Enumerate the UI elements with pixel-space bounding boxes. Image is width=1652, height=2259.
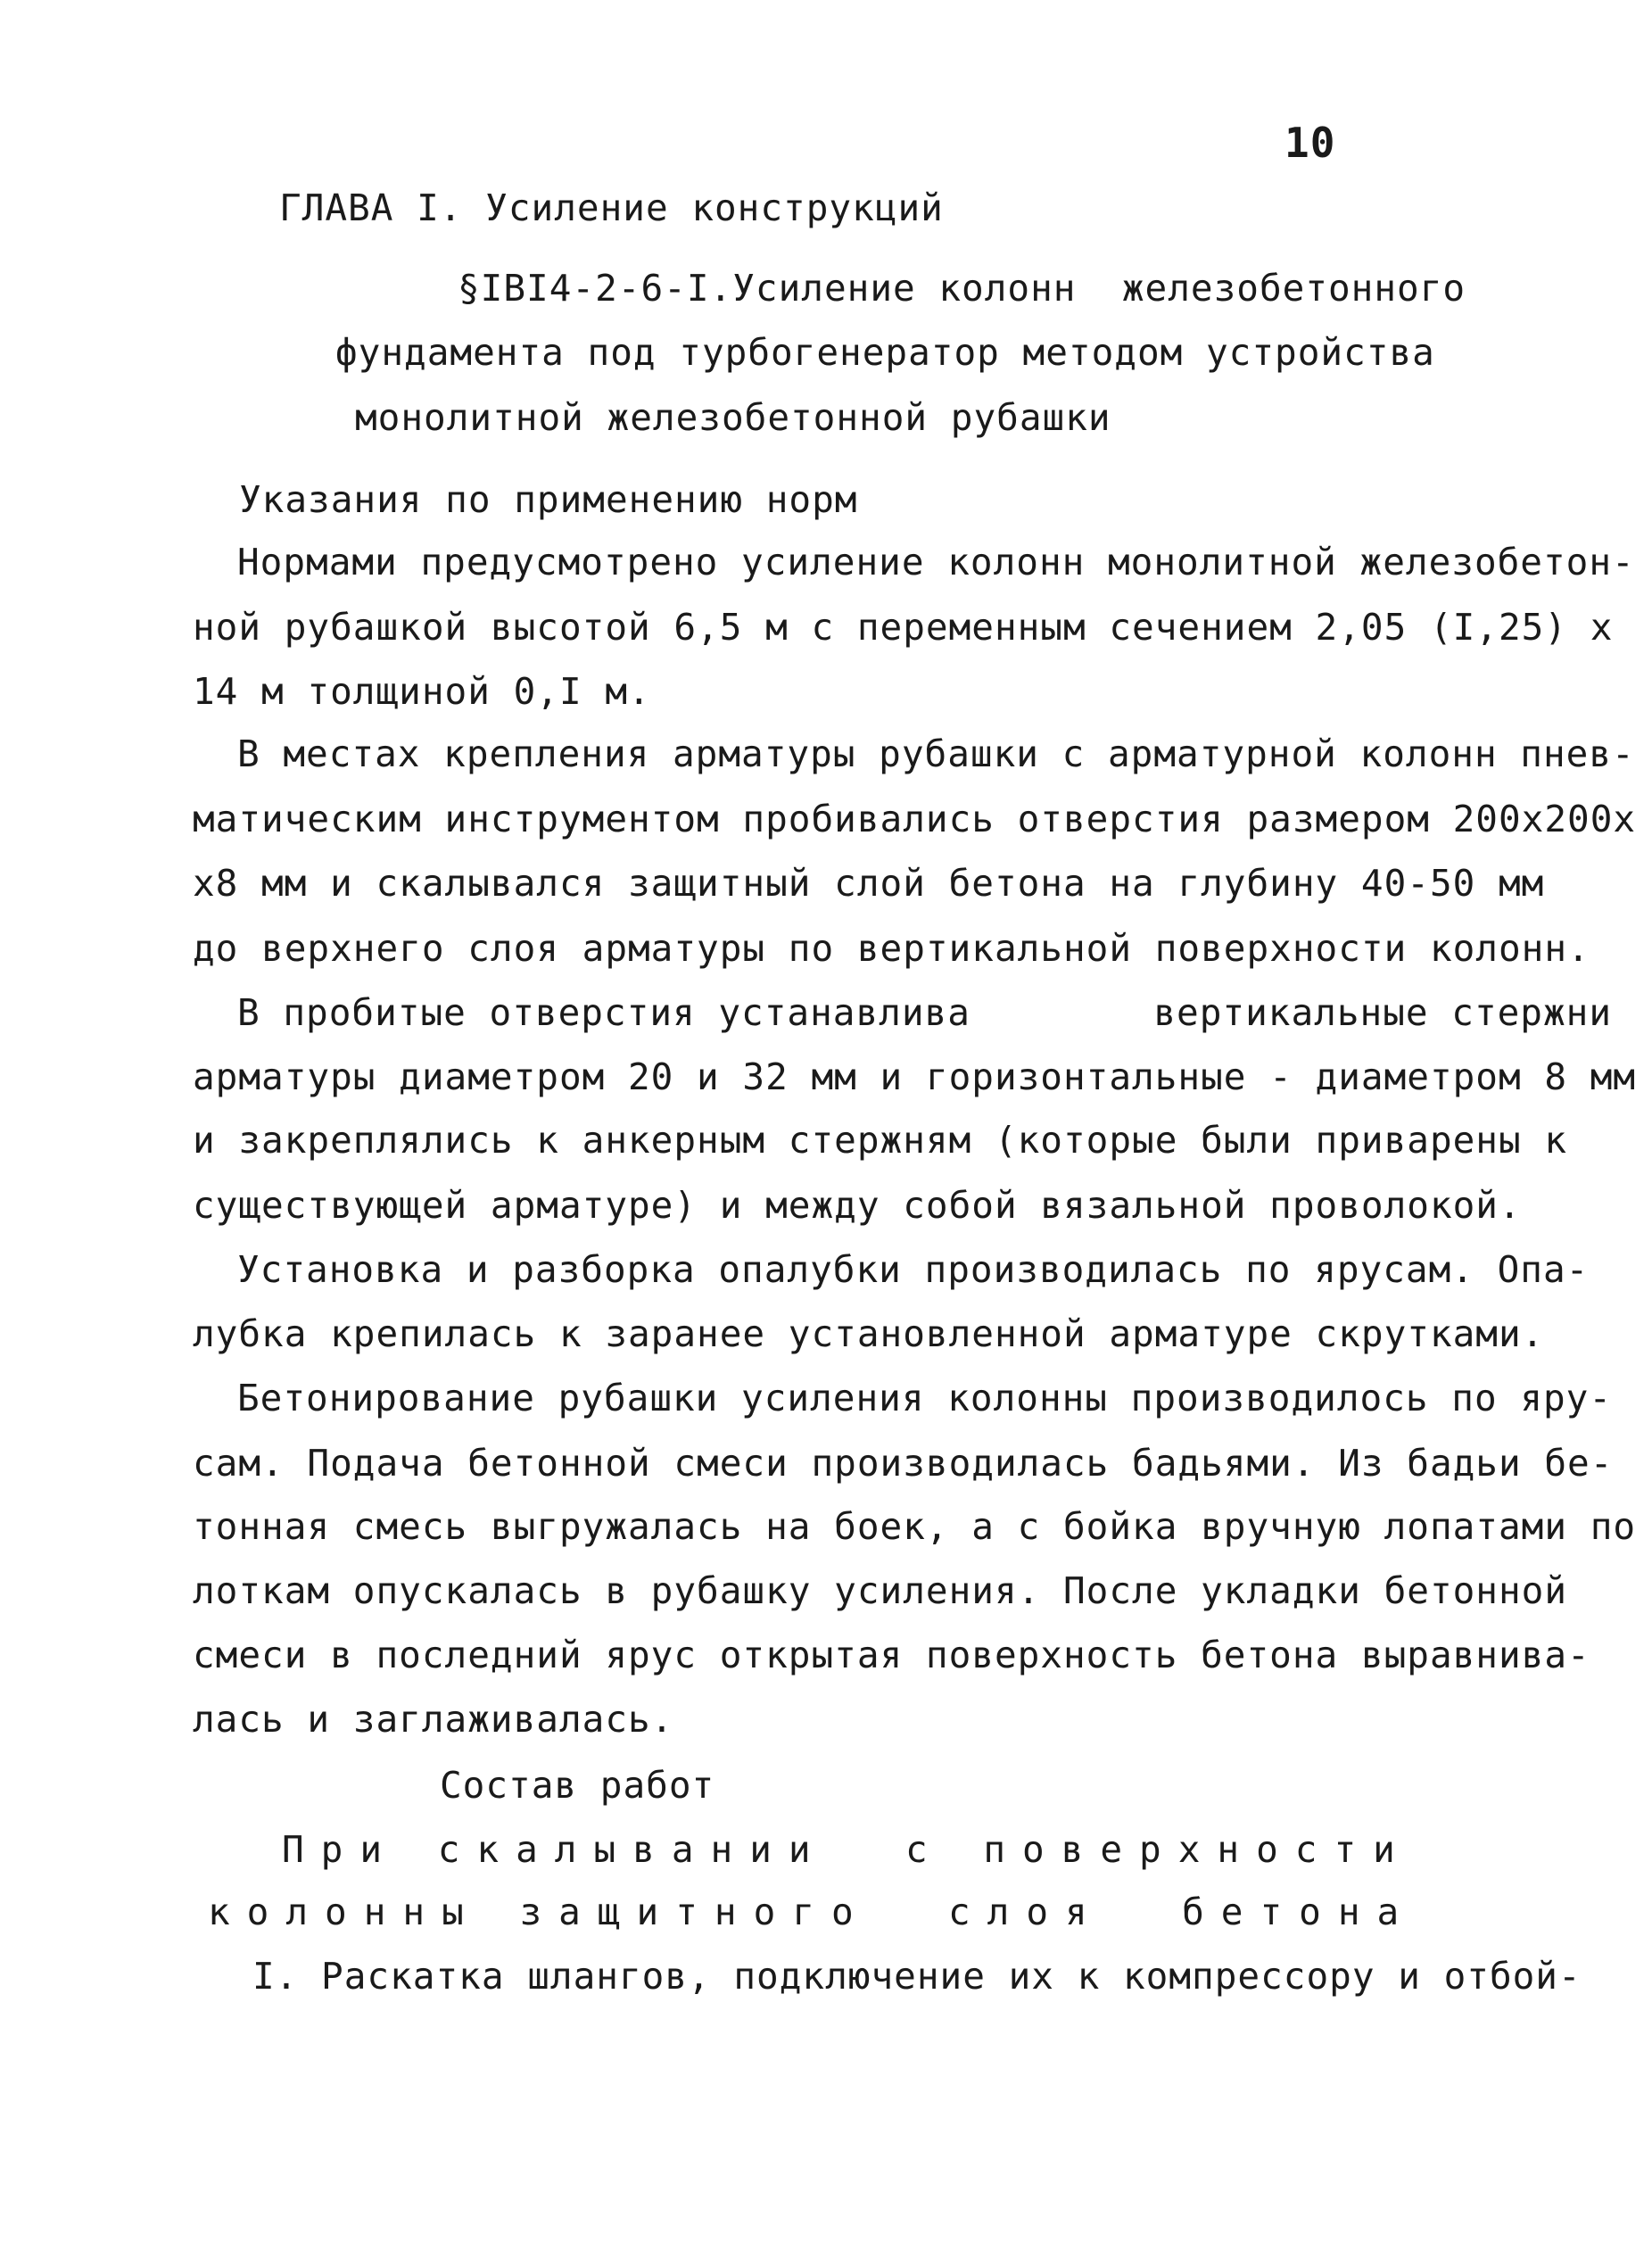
spaced-heading-line: При скалывании с поверхности: [282, 1828, 1412, 1871]
text-line: тонная смесь выгружалась на боек, а с бойка вручную лопатами по: [193, 1505, 1637, 1548]
text-line: матическим инструментом пробивались отверстия размером 200х200х: [193, 798, 1637, 840]
works-title: Состав работ: [440, 1764, 715, 1807]
text-line: лоткам опускалась в рубашку усиления. После укладки бетонной: [193, 1569, 1568, 1612]
page-number: 10: [1284, 119, 1336, 167]
text-line: ной рубашкой высотой 6,5 м с переменным сечением 2,05 (I,25) х: [193, 606, 1614, 649]
text-line: В пробитые отверстия устанавлива вертикальные стержни: [237, 991, 1613, 1034]
text-line: сам. Подача бетонной смеси производилась бадьями. Из бадьи бе-: [193, 1442, 1614, 1485]
text-line: арматуры диаметром 20 и 32 мм и горизонтальные - диаметром 8 мм: [193, 1055, 1637, 1098]
section-title-line: монолитной железобетонной рубашки: [355, 396, 1111, 439]
text-line: смеси в последний ярус открытая поверхность бетона выравнива-: [193, 1634, 1590, 1676]
text-line: до верхнего слоя арматуры по вертикальной поверхности колонн.: [193, 927, 1590, 970]
text-line: В местах крепления арматуры рубашки с арматурной колонн пнев-: [237, 732, 1635, 775]
text-line: лубка крепилась к заранее установленной арматуре скрутками.: [193, 1312, 1545, 1355]
text-line: лась и заглаживалась.: [193, 1698, 674, 1741]
text-line: 14 м толщиной 0,I м.: [193, 670, 651, 713]
text-line: Нормами предусмотрено усиление колонн монолитной железобетон-: [237, 541, 1635, 583]
text-line: Бетонирование рубашки усиления колонны производилось по яру-: [237, 1377, 1613, 1419]
list-item: I. Раскатка шлангов, подключение их к компрессору и отбой-: [252, 1955, 1582, 1998]
text-line: и закреплялись к анкерным стержням (которые были приварены к: [193, 1119, 1568, 1162]
section-title-line: фундамента под турбогенератор методом устройства: [335, 331, 1435, 374]
text-line: х8 мм и скалывался защитный слой бетона на глубину 40-50 мм: [193, 862, 1545, 905]
spaced-heading-line: колонны защитного слоя бетона: [208, 1891, 1417, 1933]
text-line: существующей арматуре) и между собой вязальной проволокой.: [193, 1184, 1522, 1227]
text-line: Установка и разборка опалубки производилась по ярусам. Опа-: [237, 1248, 1590, 1291]
section-title-line: §IВI4-2-6-I.Усиление колонн железобетонного: [458, 267, 1466, 310]
chapter-heading: ГЛАВА I. Усиление конструкций: [279, 186, 944, 229]
subheading: Указания по применению норм: [239, 478, 858, 521]
